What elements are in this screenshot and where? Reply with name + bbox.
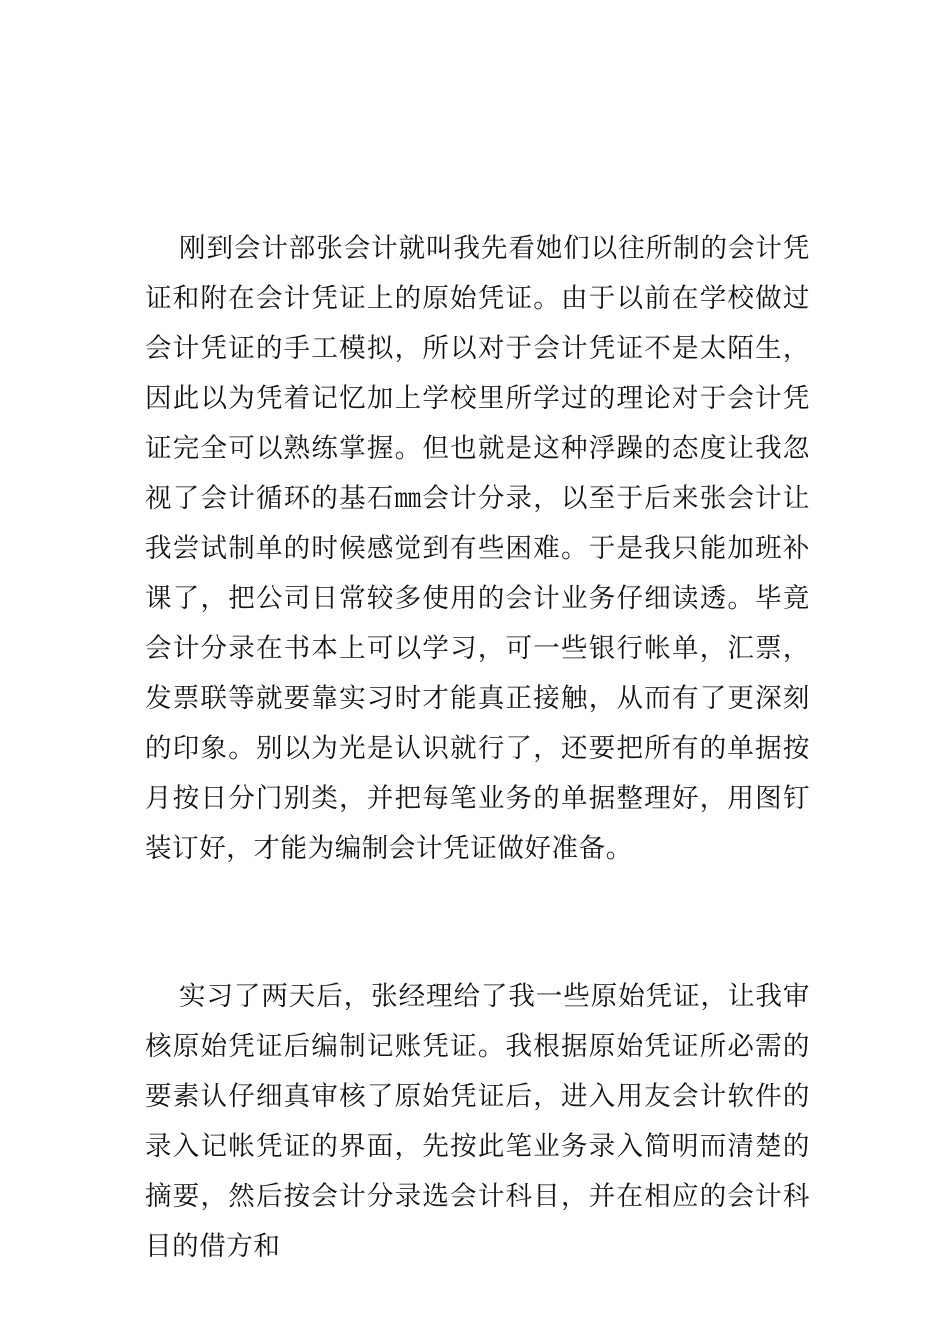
body-paragraph-2: 实习了两天后，张经理给了我一些原始凭证，让我审核原始凭证后编制记账凭证。我根据原始凭证所必需的要素认仔细真审核了原始凭证后，进入用友会计软件的录入记帐凭证的界面，先按此笔业务录入简明而清楚的摘要，然后按会计分录选会计科目，并在相应的会计科目的借方和: [145, 981, 810, 1262]
body-paragraph-1: 刚到会计部张会计就叫我先看她们以往所制的会计凭证和附在会计凭证上的原始凭证。由于以前在学校做过会计凭证的手工模拟，所以对于会计凭证不是太陌生，因此以为凭着记忆加上学校里所学过的理论对于会计凭证完全可以熟练掌握。但也就是这种浮躁的态度让我忽视了会计循环的基石㎜会计分录，以至于后来张会计让我尝试制单的时候感觉到有些困难。于是我只能加班补课了，把公司日常较多使用的会计业务仔细读透。毕竟会计分录在书本上可以学习，可一些银行帐单，汇票，发票联等就要靠实习时才能真正接触，从而有了更深刻的印象。别以为光是认识就行了，还要把所有的单据按月按日分门别类，并把每笔业务的单据整理好，用图钉装订好，才能为编制会计凭证做好准备。: [145, 233, 810, 864]
